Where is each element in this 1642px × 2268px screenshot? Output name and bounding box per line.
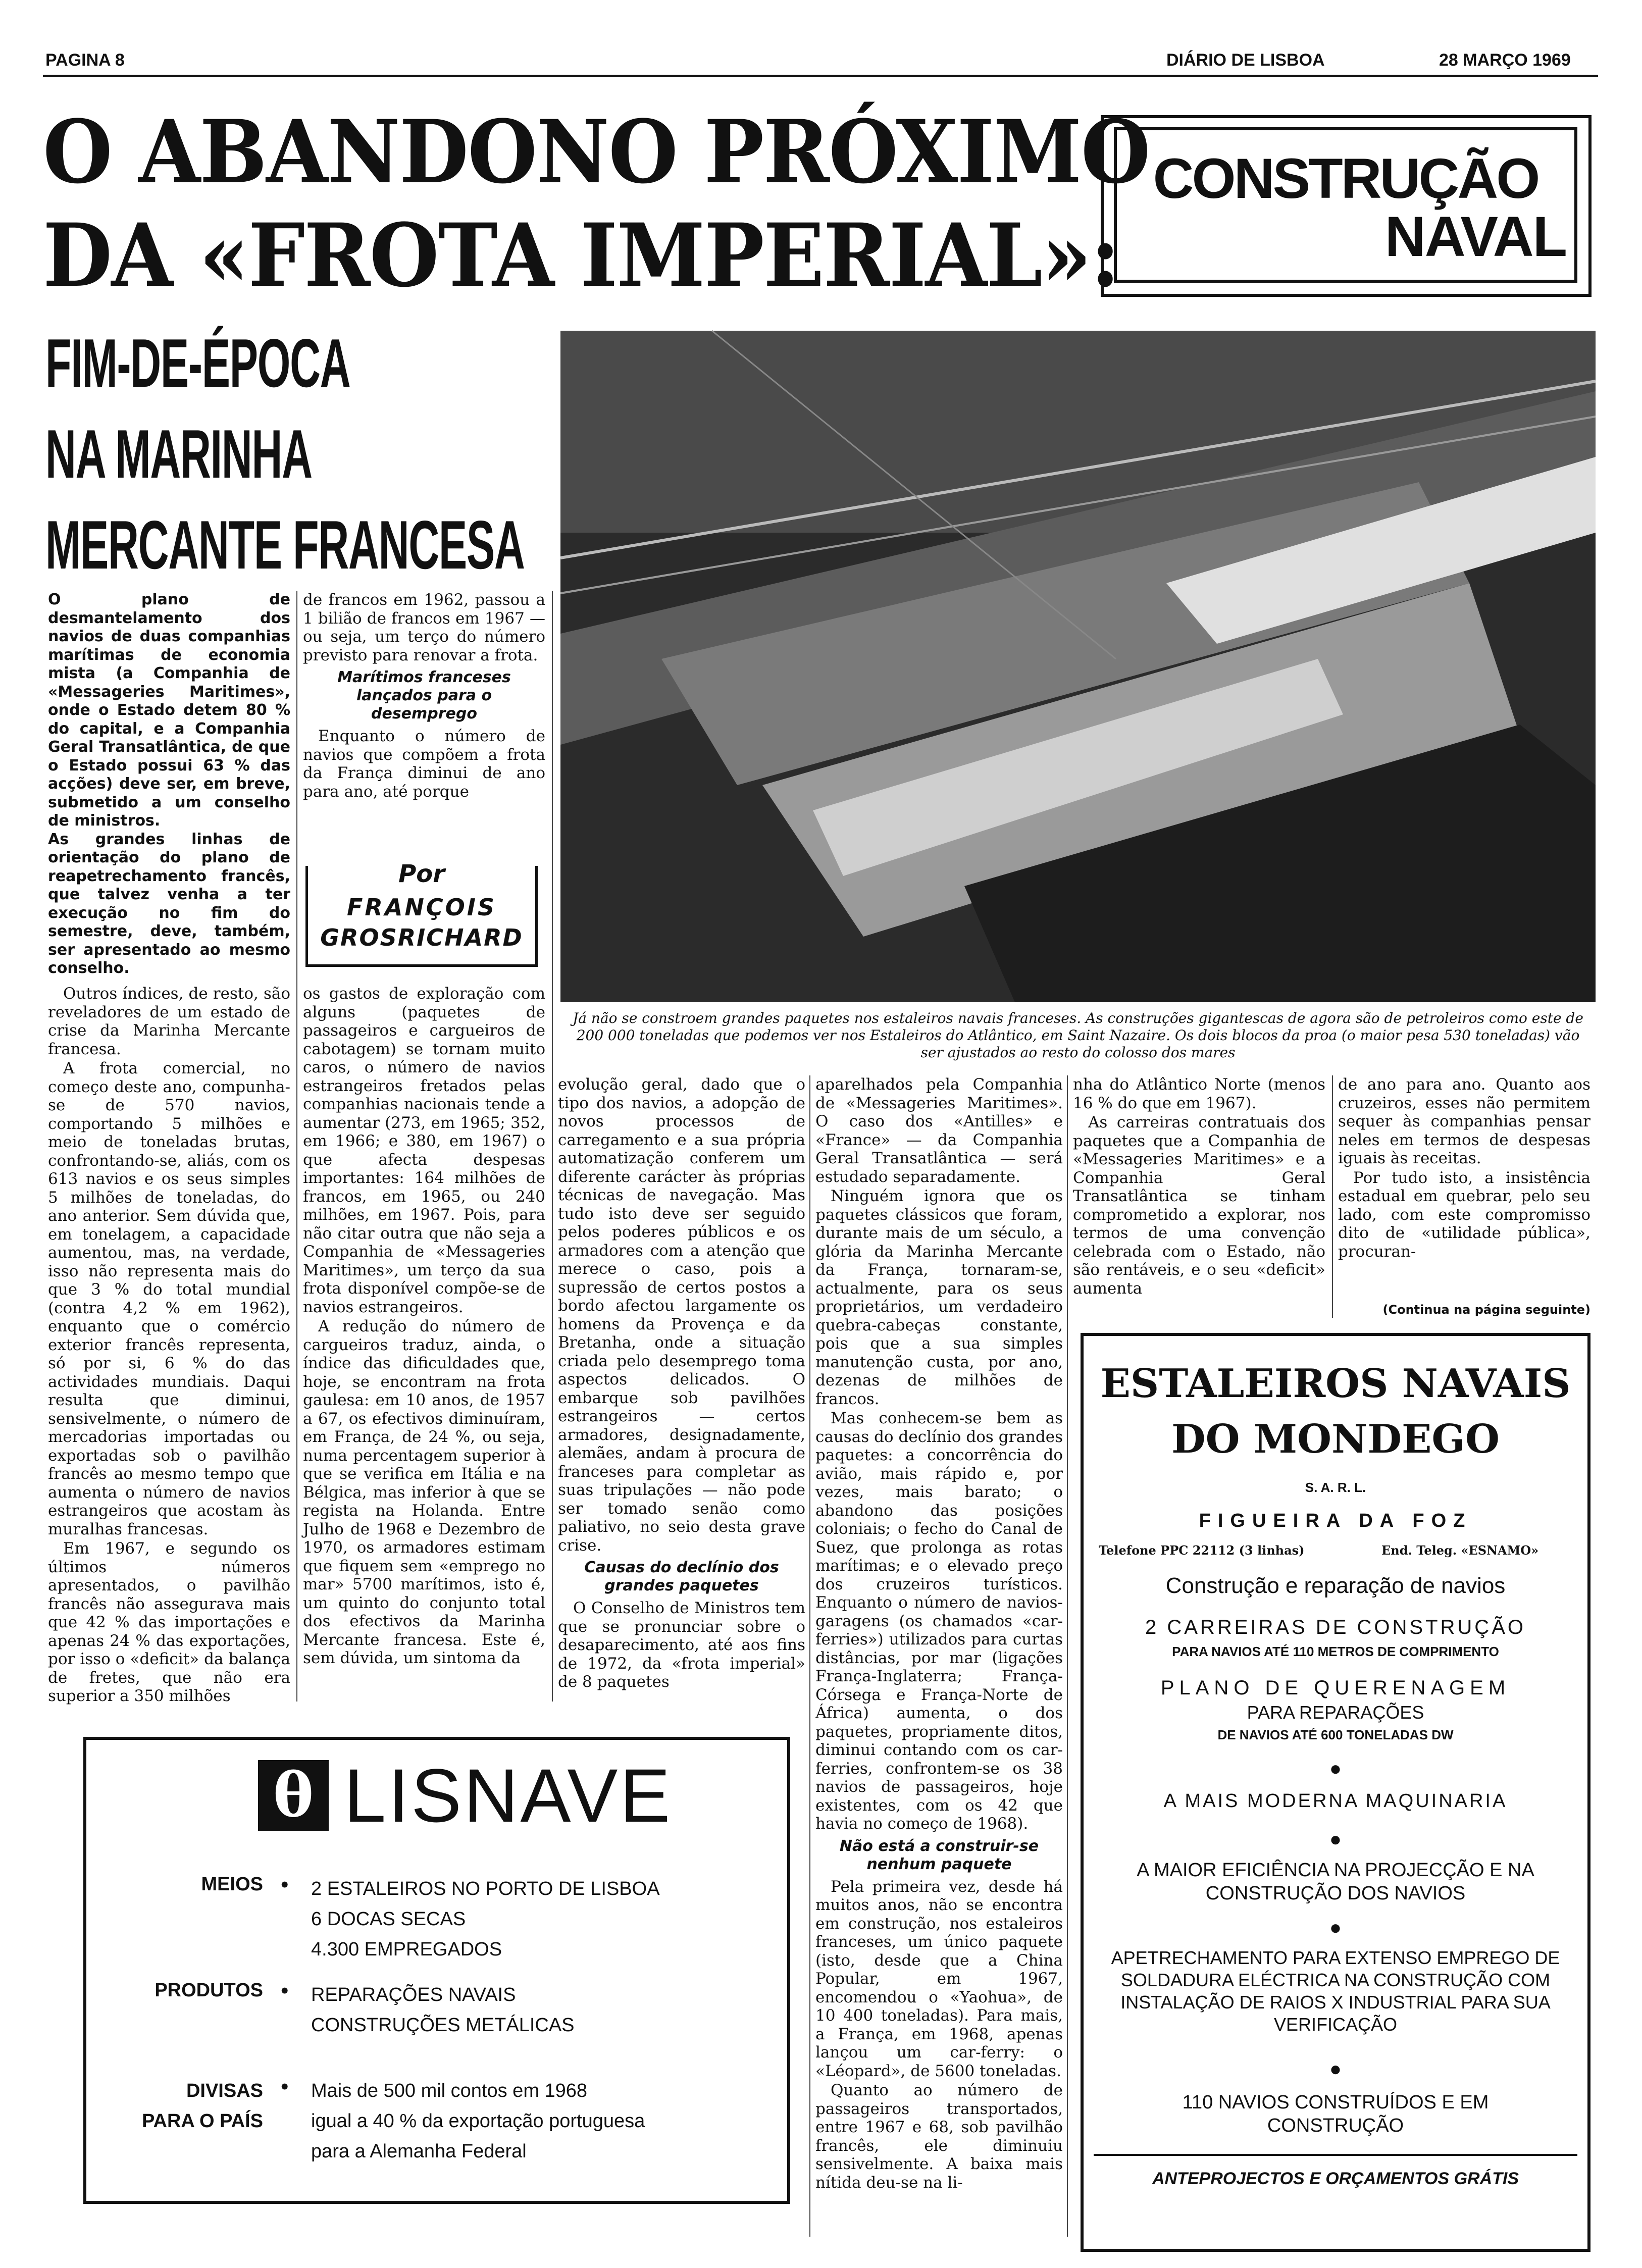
column-3 [558, 1075, 805, 1691]
col1-paragraph-1: Outros índices, de resto, são reveladores de um estado de crise da Marinha Mercante francesa. [48, 985, 290, 1058]
col3-paragraph-2: O Conselho de Ministros tem que se pronunciar sobre o desaparecimento, até aos fins de 1972, da «frota imperial» de 8 paquetes [558, 1599, 805, 1691]
bullet: ● [1329, 2058, 1342, 2080]
col6-paragraph-2: Por tudo isto, a insistência estadual em quebrar, pelo seu lado, com este compromisso dito de «utilidade pública», procuran- [1338, 1168, 1590, 1261]
estaleiros-title-2: DO MONDEGO [1171, 1416, 1500, 1462]
estaleiros-rule [1094, 2154, 1577, 2156]
shipyard-photo [560, 331, 1596, 1002]
estaleiros-line-7: A MAIS MODERNA MAQUINARIA [1163, 1790, 1508, 1812]
lisnave-name: LISNAVE [344, 1753, 673, 1838]
col6-paragraph-1: de ano para ano. Quanto aos cruzeiros, esses não permitem sequer às companhias pensar neles em termos de despesas iguais às receitas. [1338, 1075, 1590, 1167]
estaleiros-line-10: 110 NAVIOS CONSTRUÍDOS E EM CONSTRUÇÃO [1182, 2092, 1489, 2136]
column-2-top [303, 591, 545, 873]
section-box [1101, 115, 1592, 297]
subhead-line-2: NA MARINHA [45, 416, 312, 492]
divisas-2: igual a 40 % da exportação portuguesa [311, 2110, 645, 2132]
divisas-3: para a Alemanha Federal [311, 2141, 527, 2162]
lisnave-produtos [311, 1980, 575, 2040]
lisnave-meios-label: MEIOS [201, 1874, 263, 1895]
estaleiros-ad [1081, 1333, 1590, 2252]
col2-mid-text: Enquanto o número de navios que compõem a frota da França diminui de ano para ano, até porque [303, 727, 545, 801]
column-6 [1338, 1075, 1590, 1298]
estaleiros-line-5: PARA REPARAÇÕES [1247, 1702, 1424, 1723]
meios-3: 4.300 EMPREGADOS [311, 1939, 502, 1960]
subhead-nao-esta: Não está a construir-se nenhum paquete [839, 1837, 1039, 1873]
col5-paragraph-1: nha do Atlântico Norte (menos 16 % do que em 1967). [1073, 1075, 1325, 1112]
col1-paragraph-3: Em 1967, e segundo os últimos números apresentados, o pavilhão francês não assegurava mais que 42 % das importações e apenas 24 % das exportações, por isso o «deficit» da balança de fretes, que não era superior a 350 milhões [48, 1539, 290, 1705]
issue-date: 28 MARÇO 1969 [1439, 50, 1571, 70]
divisas-1: Mais de 500 mil contos em 1968 [311, 2080, 588, 2101]
section-title-line-1: CONSTRUÇÃO [1153, 147, 1538, 210]
header-rule [43, 75, 1598, 77]
byline-por: Por [308, 860, 535, 888]
produtos-1: REPARAÇÕES NAVAIS [311, 1984, 516, 2005]
estaleiros-line-3: PARA NAVIOS ATÉ 110 METROS DE COMPRIMENTO [1172, 1644, 1499, 1659]
col4-paragraph-4: Pela primeira vez, desde há muitos anos, não se encontra em construção, nos estaleiros franceses, um único paquete (isto, desde que a China Popular, em 1967, encomendou o «Yaohua», de 10 400 toneladas). Para mais, a França, em 1968, apenas lançou um car-ferry: o «Léopard», de 5600 toneladas. [815, 1877, 1063, 2080]
estaleiros-line-9: APETRECHAMENTO PARA EXTENSO EMPREGO DE SOLDADURA ELÉCTRICA NA CONSTRUÇÃO COM INSTALAÇÃO DE RAIOS X INDUSTRIAL PARA SUA VERIFICAÇÃO [1111, 1947, 1560, 2035]
byline-name-1: FRANÇOIS [346, 894, 497, 921]
subhead-line-1: FIM-DE-ÉPOCA [45, 325, 350, 401]
shipyard-photo-drawing [560, 331, 1596, 1002]
continued-note: (Continua na página seguinte) [1382, 1303, 1590, 1317]
byline-box [305, 860, 538, 967]
bullet: ● [1329, 1828, 1342, 1850]
lead-paragraphs [48, 591, 290, 977]
subhead-line-3: MERCANTE FRANCESA [45, 506, 525, 583]
estaleiros-phone: Telefone PPC 22112 (3 linhas) [1099, 1543, 1305, 1558]
col4-paragraph-1: aparelhados pela Companhia de «Messageries Maritimes». O caso dos «Antilles» e «France» — da Companhia Geral Transatlântica — será estudado separadamente. [815, 1075, 1063, 1186]
lisnave-ad [83, 1737, 790, 2204]
lisnave-meios [311, 1874, 660, 1965]
bullet: • [281, 2074, 289, 2099]
bullet: ● [1329, 1758, 1342, 1780]
subhead-maritimos: Marítimos franceses lançados para o desemprego [337, 668, 511, 723]
col2-paragraph-2: A redução do número de cargueiros traduz, ainda, o índice das dificuldades que, hoje, se encontram na frota gaulesa: em 10 anos, de 1957 a 67, os efectivos diminuíram, em França, de 24 %, ou seja, numa percentagem superior à que se verifica em Itália e na Bélgica, mas inferior à que se regista na Holanda. Entre Julho de 1968 e Dezembro de 1970, os armadores estimam que fiquem sem «emprego no mar» 5700 marítimos, isto é, um quinto do conjunto total dos efectivos da Marinha Mercante francesa. Este é, sem dúvida, um sintoma da [303, 1317, 545, 1667]
estaleiros-line-2: 2 CARREIRAS DE CONSTRUÇÃO [1145, 1616, 1526, 1638]
col4-paragraph-3: Mas conhecem-se bem as causas do declínio dos grandes paquetes: a concorrência do avião, mais rápido e, por vezes, mais barato; o abandono das posições coloniais; o fecho do Canal de Suez, que prolonga as rotas marítimas; e o elevado preço dos cruzeiros turísticos. Enquanto o número de navios-garagens (os chamados «car-ferries») utilizados para curtas distâncias, por mar (ligações França-Inglaterra; França-Córsega e França-Norte de África) aumenta, o dos paquetes, propriamente ditos, diminui contando com os car-ferries, confrontem-se os 38 navios de passageiros, hoje existentes, com os 42 que havia no começo de 1968). [815, 1409, 1063, 1833]
column-4 [815, 1075, 1063, 2247]
estaleiros-line-6: DE NAVIOS ATÉ 600 TONELADAS DW [1217, 1727, 1454, 1742]
estaleiros-city: FIGUEIRA DA FOZ [1199, 1510, 1472, 1531]
lisnave-logo: θ [258, 1760, 329, 1831]
col4-paragraph-5: Quanto ao número de passageiros transportados, entre 1967 e 68, sob pavilhão francês, ele diminuiu sensivelmente. A baixa mais nítida deu-se na li- [815, 2081, 1063, 2192]
estaleiros-sarl: S. A. R. L. [1305, 1480, 1366, 1495]
photo-caption: Já não se constroem grandes paquetes nos estaleiros navais franceses. As construções gigantescas de agora são de petroleiros como este de 200 000 toneladas que podemos ver nos Estaleiros do Atlântico, em Saint Nazaire. Os dois blocos da proa (o maior pesa 530 toneladas) vão ser ajustados ao resto do colosso dos mares [573, 1010, 1583, 1061]
headline-line-2: DA «FROTA IMPERIAL»: [43, 204, 1119, 306]
column-rule [1332, 1075, 1333, 1318]
column-rule [809, 1075, 810, 2237]
byline-name-2: GROSRICHARD [320, 924, 523, 951]
divisas-label-1: DIVISAS [186, 2080, 263, 2101]
estaleiros-line-4: PLANO DE QUERENAGEM [1160, 1677, 1511, 1699]
col2-top-text: de francos em 1962, passou a 1 bilião de francos em 1967 — ou seja, um terço do número previsto para renovar a frota. [303, 591, 545, 664]
bullet: • [281, 1978, 289, 2003]
headline-line-1: O ABANDONO PRÓXIMO [43, 100, 1150, 203]
section-box-inner [1114, 127, 1577, 283]
produtos-2: CONSTRUÇÕES METÁLICAS [311, 2015, 575, 2036]
estaleiros-line-1: Construção e reparação de navios [1165, 1573, 1506, 1598]
subhead-causas: Causas do declínio dos grandes paquetes [584, 1559, 779, 1594]
lisnave-produtos-label: PRODUTOS [155, 1980, 263, 2001]
bullet: ● [1329, 1917, 1342, 1939]
column-2 [303, 985, 545, 1676]
section-title-line-2: NAVAL [1384, 205, 1566, 268]
col4-paragraph-2: Ninguém ignora que os paquetes clássicos que foram, durante mais de um século, a glória da Marinha Mercante da França, tornaram-se, actualmente, para os seus proprietários, um verdadeiro quebra-cabeças constante, pois que a sua simples manutenção custa, por ano, dezenas de milhões de francos. [815, 1187, 1063, 1408]
bullet: • [281, 1872, 289, 1897]
estaleiros-teleg: End. Teleg. «ESNAMO» [1381, 1543, 1539, 1558]
column-1 [48, 985, 290, 1705]
column-rule [296, 591, 297, 1702]
lead-paragraph-2: As grandes linhas de orientação do plano de reapetrechamento francês, que talvez venha a ter execução no fim do semestre, deve, também, ser apresentado ao mesmo conselho. [48, 830, 290, 977]
page-number: PAGINA 8 [45, 50, 125, 70]
column-rule [552, 591, 553, 1702]
column-rule [1067, 1075, 1068, 2237]
meios-1: 2 ESTALEIROS NO PORTO DE LISBOA [311, 1878, 660, 1899]
estaleiros-line-11: ANTEPROJECTOS E ORÇAMENTOS GRÁTIS [1152, 2169, 1519, 2188]
divisas-label-2: PARA O PAÍS [142, 2110, 263, 2132]
col5-paragraph-2: As carreiras contratuais dos paquetes que a Companhia de «Messageries Maritimes» e a Companhia Geral Transatlântica se tinham comprometido a explorar, nos termos de uma convenção celebrada com o Estado, não são rentáveis, e o seu «deficit» aumenta [1073, 1113, 1325, 1298]
lisnave-divisas [311, 2076, 645, 2167]
col3-paragraph-1: evolução geral, dado que o tipo dos navios, a adopção de novos processos de carregamento e a sua própria automatização conferem um diferente carácter às próprias técnicas de navegação. Mas tudo isto deve ser seguido pelos poderes públicos e os armadores com a atenção que merece o caso, pois a supressão de certos postos a bordo afectou largamente os homens da Provença e da Bretanha, onde a situação criada pelo desemprego toma aspectos delicados. O embarque sob pavilhões estrangeiros — certos armadores, designadamente, alemães, andam à procura de franceses para completar as suas tripulações — não pode ser tomado senão como paliativo, no seio desta grave crise. [558, 1075, 805, 1555]
col2-paragraph-1: os gastos de exploração com alguns (paquetes de passageiros e cargueiros de cabotagem) se tornam muito caros, o número de navios estrangeiros fretados pelas companhias nacionais tende a aumentar (273, em 1965; 352, em 1966; e 380, em 1967) o que afecta despesas importantes: 164 milhões de francos, em 1965, ou 240 milhões, em 1967. Pois, para não citar outra que não seja a Companhia de «Messageries Maritimes», um terço da sua frota disponível compõe-se de navios estrangeiros. [303, 985, 545, 1316]
estaleiros-title-1: ESTALEIROS NAVAIS [1100, 1361, 1571, 1407]
col1-paragraph-2: A frota comercial, no começo deste ano, compunha-se de 570 navios, comportando 5 milhões e meio de toneladas brutas, confrontando-se, aliás, com os 613 navios e os seus simples 5 milhões de toneladas, do ano anterior. Sem dúvida que, em tonelagem, a capacidade aumentou, mas, na verdade, isso não representa mais do que 3 % do total mundial (contra 4,2 % em 1962), enquanto que o comércio exterior francês representa, só por si, 6 % do das actividades mundiais. Daqui resulta que diminui, sensivelmente, o número de mercadorias importadas ou exportadas sob o pavilhão francês ao mesmo tempo que aumenta o número de navios estrangeiros que acostam às muralhas francesas. [48, 1059, 290, 1538]
estaleiros-line-8: A MAIOR EFICIÊNCIA NA PROJECÇÃO E NA CONSTRUÇÃO DOS NAVIOS [1137, 1860, 1534, 1904]
newspaper-name: DIÁRIO DE LISBOA [1166, 50, 1325, 70]
meios-2: 6 DOCAS SECAS [311, 1909, 466, 1930]
lisnave-divisas-label [117, 2076, 263, 2136]
column-5 [1073, 1075, 1325, 1318]
lead-paragraph-1: O plano de desmantelamento dos navios de duas companhias marítimas de economia mista (a Companhia de «Messageries Maritimes», onde o Estado detem 80 % do capital, e a Companhia Geral Transatlântica, de que o Estado possui 63 % das acções) deve ser, em breve, submetido a um conselho de ministros. [48, 591, 290, 830]
